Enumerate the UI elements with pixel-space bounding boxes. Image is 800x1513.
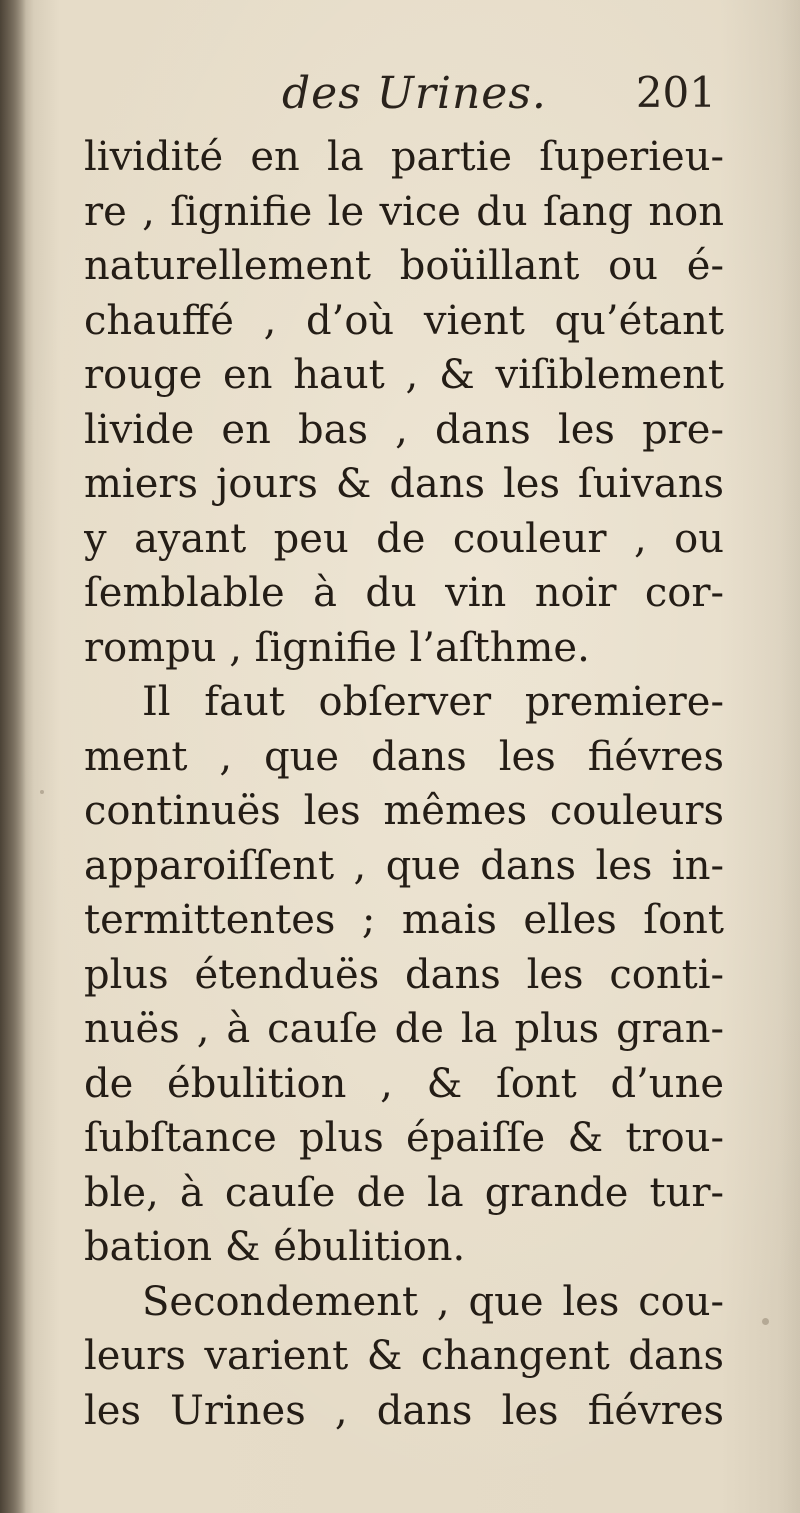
text-line: termittentes ; mais elles ſont (84, 897, 724, 943)
text-line: nuës , à cauſe de la plus gran- (84, 1006, 724, 1052)
running-title: des Urines. (282, 68, 547, 119)
text-line: y ayant peu de couleur , ou (84, 515, 724, 562)
text-line: re , ſignifie le vice du ſang non (84, 188, 724, 235)
text-line: de ébulition , & ſont d’une (84, 1060, 724, 1107)
page-number: 201 (635, 68, 716, 117)
text-line: chauffé , d’où vient qu’étant (84, 297, 724, 344)
text-line: lividité en la partie ſuperieu- (84, 134, 724, 180)
paragraph-2 (84, 675, 724, 1275)
text-line: naturellement boüillant ou é- (84, 243, 724, 289)
text-line: continuës les mêmes couleurs (84, 788, 724, 834)
paragraph-1 (84, 130, 724, 675)
text-line: Il faut obſerver premiere- (142, 679, 724, 725)
text-line: rompu , ſignifie l’aſthme. (84, 624, 590, 671)
paragraph-3 (84, 1275, 724, 1439)
text-line: ſemblable à du vin noir cor- (84, 570, 724, 616)
text-line: rouge en haut , & viſiblement (84, 352, 724, 398)
text-line: ment , que dans les fiévres (84, 733, 724, 780)
text-line: livide en bas , dans les pre- (84, 406, 724, 453)
text-line: apparoiſſent , que dans les in- (84, 842, 724, 889)
text-line: miers jours & dans les ſuivans (84, 461, 724, 507)
text-line: plus étenduës dans les conti- (84, 951, 724, 998)
text-line: leurs varient & changent dans (84, 1333, 724, 1379)
book-spine-shadow (0, 0, 26, 1513)
text-line: bation & ébulition. (84, 1224, 466, 1270)
body-text (84, 130, 724, 1438)
paper-speck (40, 790, 44, 794)
text-line: ble, à cauſe de la grande tur- (84, 1169, 724, 1216)
text-line: les Urines , dans les fiévres (84, 1387, 724, 1434)
page-header (86, 68, 716, 128)
text-line: ſubſtance plus épaiſſe & trou- (84, 1115, 724, 1161)
text-line: Secondement , que les cou- (142, 1278, 724, 1325)
paper-speck (762, 1318, 769, 1325)
